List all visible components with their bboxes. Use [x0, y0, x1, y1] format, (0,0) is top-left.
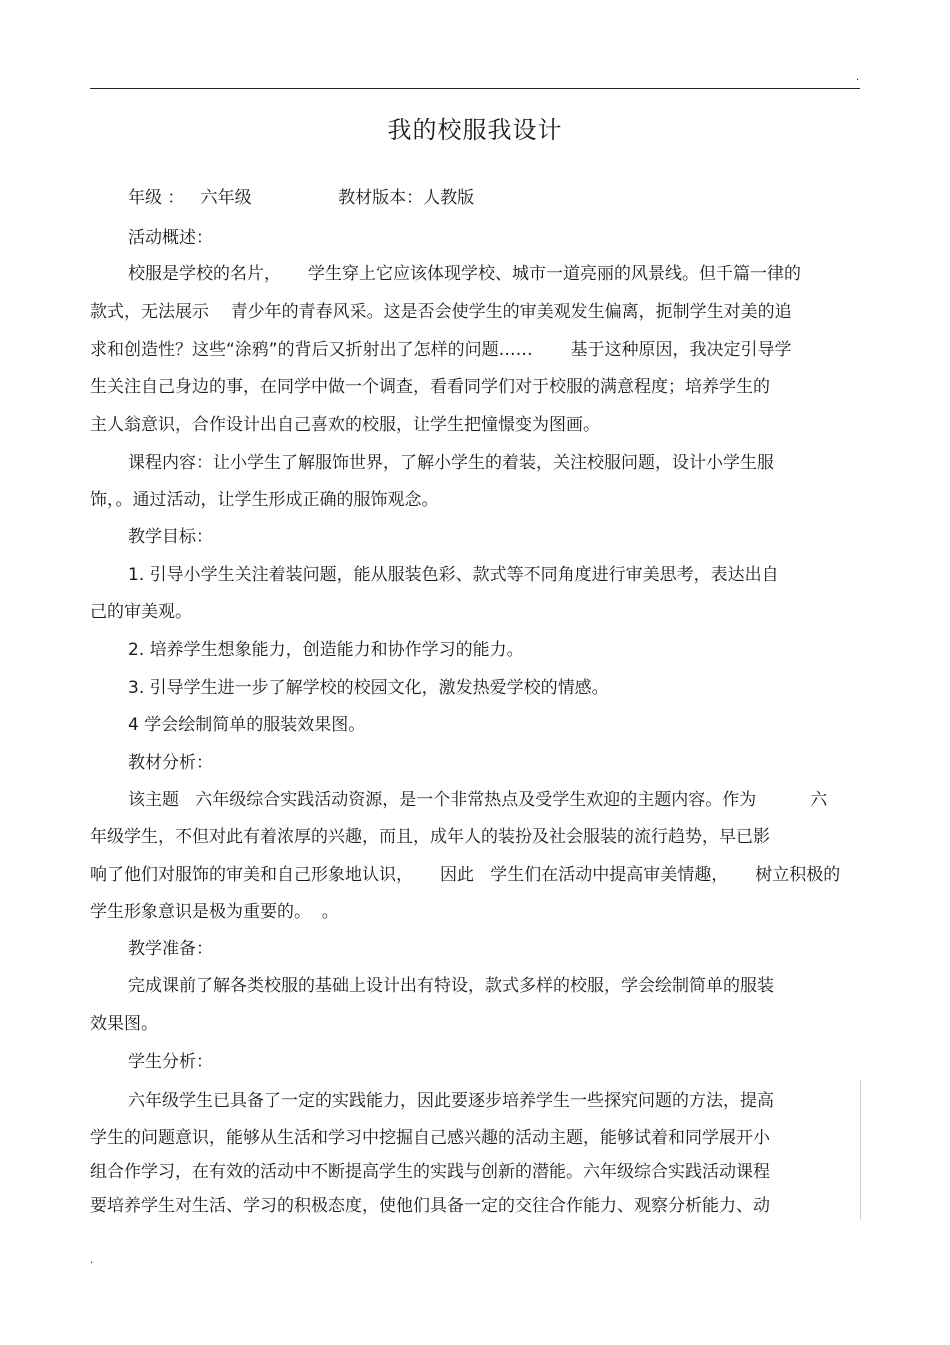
students-line: 要培养学生对生活、学习的积极态度，使他们具备一定的交往合作能力、观察分析能力、动: [90, 1196, 770, 1216]
section-heading-preparation: 教学准备：: [128, 939, 213, 959]
material-line: 该主题 六年级综合实践活动资源，是一个非常热点及受学生欢迎的主题内容。作为 六: [128, 790, 828, 810]
students-line: 组合作学习，在有效的活动中不断提高学生的实践与创新的潜能。六年级综合实践活动课程: [90, 1162, 770, 1182]
material-line: 学生形象意识是极为重要的。 。: [90, 902, 339, 922]
header-dot: .: [856, 72, 860, 83]
footer-dot: .: [90, 1255, 94, 1266]
section-heading-students: 学生分析：: [128, 1052, 213, 1072]
margin-rule: [860, 1080, 861, 1220]
page-title: 我的校服我设计: [387, 116, 563, 144]
grade-edition-line: 年级 ： 六年级 教材版本：人教版: [128, 188, 475, 208]
students-line: 学生的问题意识，能够从生活和学习中挖掘自己感兴趣的活动主题，能够试着和同学展开小: [90, 1128, 770, 1148]
objective-item: 4 学会绘制简单的服装效果图。: [128, 715, 366, 735]
material-line: 响了他们对服饰的审美和自己形象地认识， 因此 学生们在活动中提高审美情趣， 树立积极的: [90, 865, 841, 885]
overview-line: 主人翁意识，合作设计出自己喜欢的校服，让学生把憧憬变为图画。: [90, 415, 600, 435]
section-heading-overview: 活动概述：: [128, 228, 213, 248]
objective-item: 1. 引导小学生关注着装问题，能从服装色彩、款式等不同角度进行审美思考，表达出自: [128, 565, 779, 585]
objective-item: 3. 引导学生进一步了解学校的校园文化，激发热爱学校的情感。: [128, 678, 609, 698]
objective-item: 2. 培养学生想象能力，创造能力和协作学习的能力。: [128, 640, 524, 660]
objective-item: 己的审美观。: [90, 602, 192, 622]
header-rule: [90, 88, 860, 89]
preparation-line: 效果图。: [90, 1014, 158, 1034]
overview-line: 求和创造性？这些“涂鸦”的背后又折射出了怎样的问题…… 基于这种原因，我决定引导学: [90, 340, 792, 360]
course-content-line: 课程内容：让小学生了解服饰世界，了解小学生的着装，关注校服问题，设计小学生服: [128, 453, 774, 473]
overview-line: 生关注自己身边的事，在同学中做一个调查，看看同学们对于校服的满意程度；培养学生的: [90, 377, 770, 397]
overview-line: 款式，无法展示 青少年的青春风采。这是否会使学生的审美观发生偏离，扼制学生对美的追: [90, 302, 792, 322]
course-content-line: 饰，。通过活动，让学生形成正确的服饰观念。: [90, 490, 439, 510]
material-line: 年级学生，不但对此有着浓厚的兴趣，而且，成年人的装扮及社会服装的流行趋势，早已影: [90, 827, 770, 847]
section-heading-material: 教材分析：: [128, 753, 213, 773]
section-heading-objectives: 教学目标：: [128, 527, 213, 547]
overview-line: 校服是学校的名片， 学生穿上它应该体现学校、城市一道亮丽的风景线。但千篇一律的: [128, 264, 802, 284]
preparation-line: 完成课前了解各类校服的基础上设计出有特设，款式多样的校服，学会绘制简单的服装: [128, 976, 774, 996]
students-line: 六年级学生已具备了一定的实践能力，因此要逐步培养学生一些探究问题的方法，提高: [128, 1091, 774, 1111]
